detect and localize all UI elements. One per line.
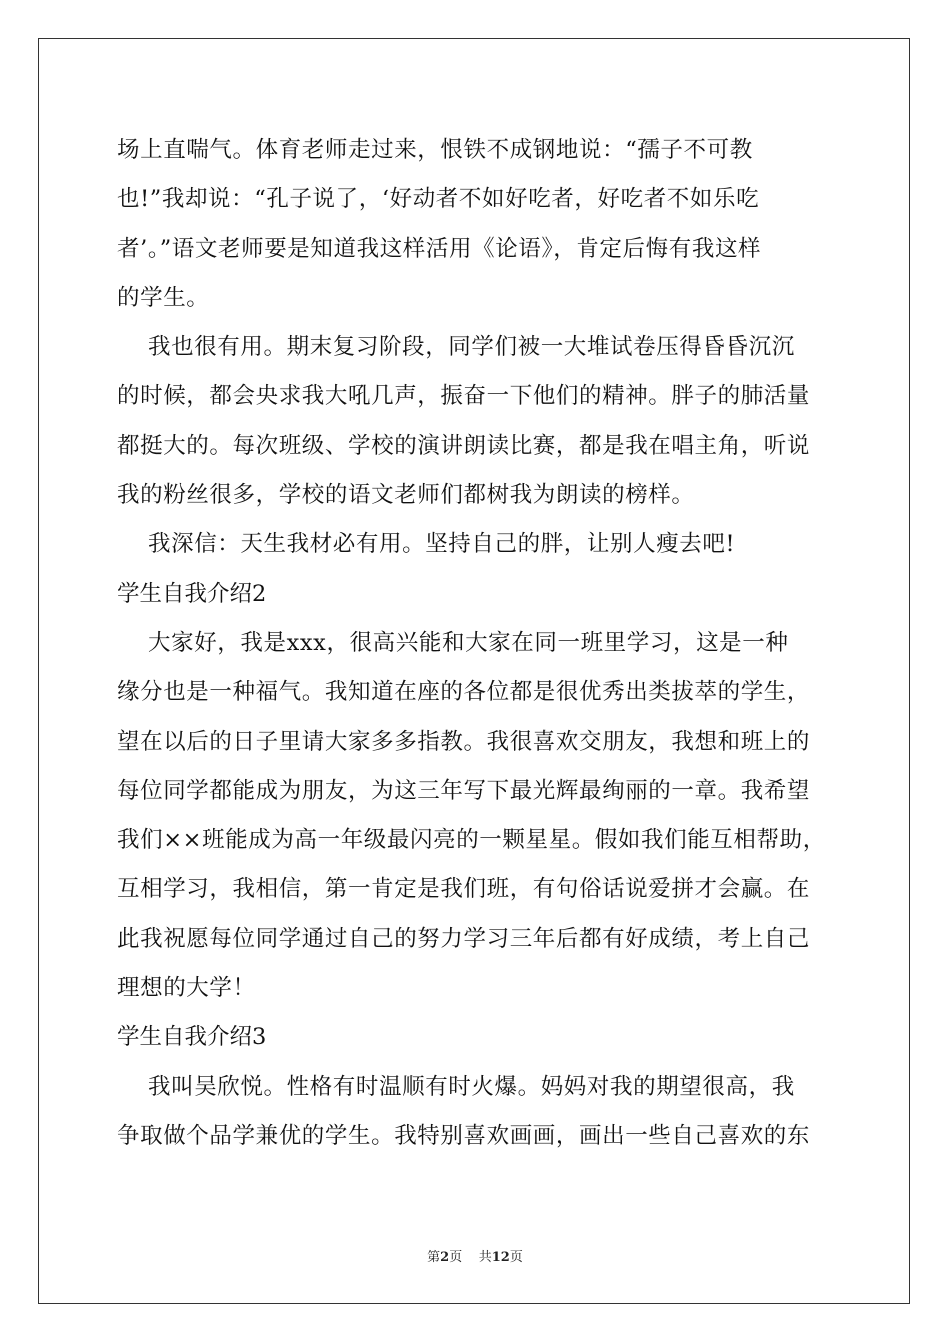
page-footer	[0, 1246, 950, 1265]
text-line: 者’。”语文老师要是知道我这样活用《论语》，肯定后悔有我这样	[117, 235, 762, 262]
section-heading: 学生自我介绍2	[117, 580, 267, 607]
text-line: 我也很有用。期末复习阶段，同学们被一大堆试卷压得昏昏沉沉	[117, 334, 795, 361]
text-line: 我叫吴欣悦。性格有时温顺有时火爆。妈妈对我的期望很高，我	[117, 1073, 795, 1100]
text-line: 争取做个品学兼优的学生。我特别喜欢画画，画出一些自己喜欢的东	[117, 1122, 811, 1149]
footer-prefix: 第	[427, 1250, 441, 1265]
text-line: 望在以后的日子里请大家多多指教。我很喜欢交朋友，我想和班上的	[117, 728, 811, 755]
text-line: 此我祝愿每位同学通过自己的努力学习三年后都有好成绩，考上自己	[117, 925, 811, 952]
text-line: 的时候，都会央求我大吼几声，振奋一下他们的精神。胖子的肺活量	[117, 383, 811, 410]
text-line: 理想的大学！	[117, 975, 256, 1002]
text-line: 缘分也是一种福气。我知道在座的各位都是很优秀出类拔萃的学生，	[117, 679, 811, 706]
footer-total-prefix: 共	[478, 1250, 492, 1265]
document-body	[117, 126, 833, 1161]
page-number: 2	[440, 1250, 450, 1265]
text-line: 都挺大的。每次班级、学校的演讲朗读比赛，都是我在唱主角，听说	[117, 432, 811, 459]
total-pages: 12	[491, 1250, 510, 1265]
text-line: 我们××班能成为高一年级最闪亮的一颗星星。假如我们能互相帮助，	[117, 827, 826, 854]
section-heading: 学生自我介绍3	[117, 1024, 267, 1051]
footer-page-suffix: 页	[449, 1250, 463, 1265]
text-line: 我的粉丝很多，学校的语文老师们都树我为朗读的榜样。	[117, 482, 695, 509]
text-line: 每位同学都能成为朋友，为这三年写下最光辉最绚丽的一章。我希望	[117, 777, 811, 804]
text-line: 大家好，我是xxx，很高兴能和大家在同一班里学习，这是一种	[117, 629, 789, 656]
text-line: 场上直喘气。体育老师走过来，恨铁不成钢地说：“孺子不可教	[117, 137, 753, 163]
text-line: 的学生。	[117, 284, 210, 311]
text-line: 也!”我却说：“孔子说了，‘好动者不如好吃者，好吃者不如乐吃	[117, 186, 760, 213]
text-line: 我深信：天生我材必有用。坚持自己的胖，让别人瘦去吧!	[117, 531, 736, 558]
footer-total-suffix: 页	[509, 1250, 523, 1265]
text-line: 互相学习，我相信，第一肯定是我们班，有句俗话说爱拼才会赢。在	[117, 876, 811, 903]
